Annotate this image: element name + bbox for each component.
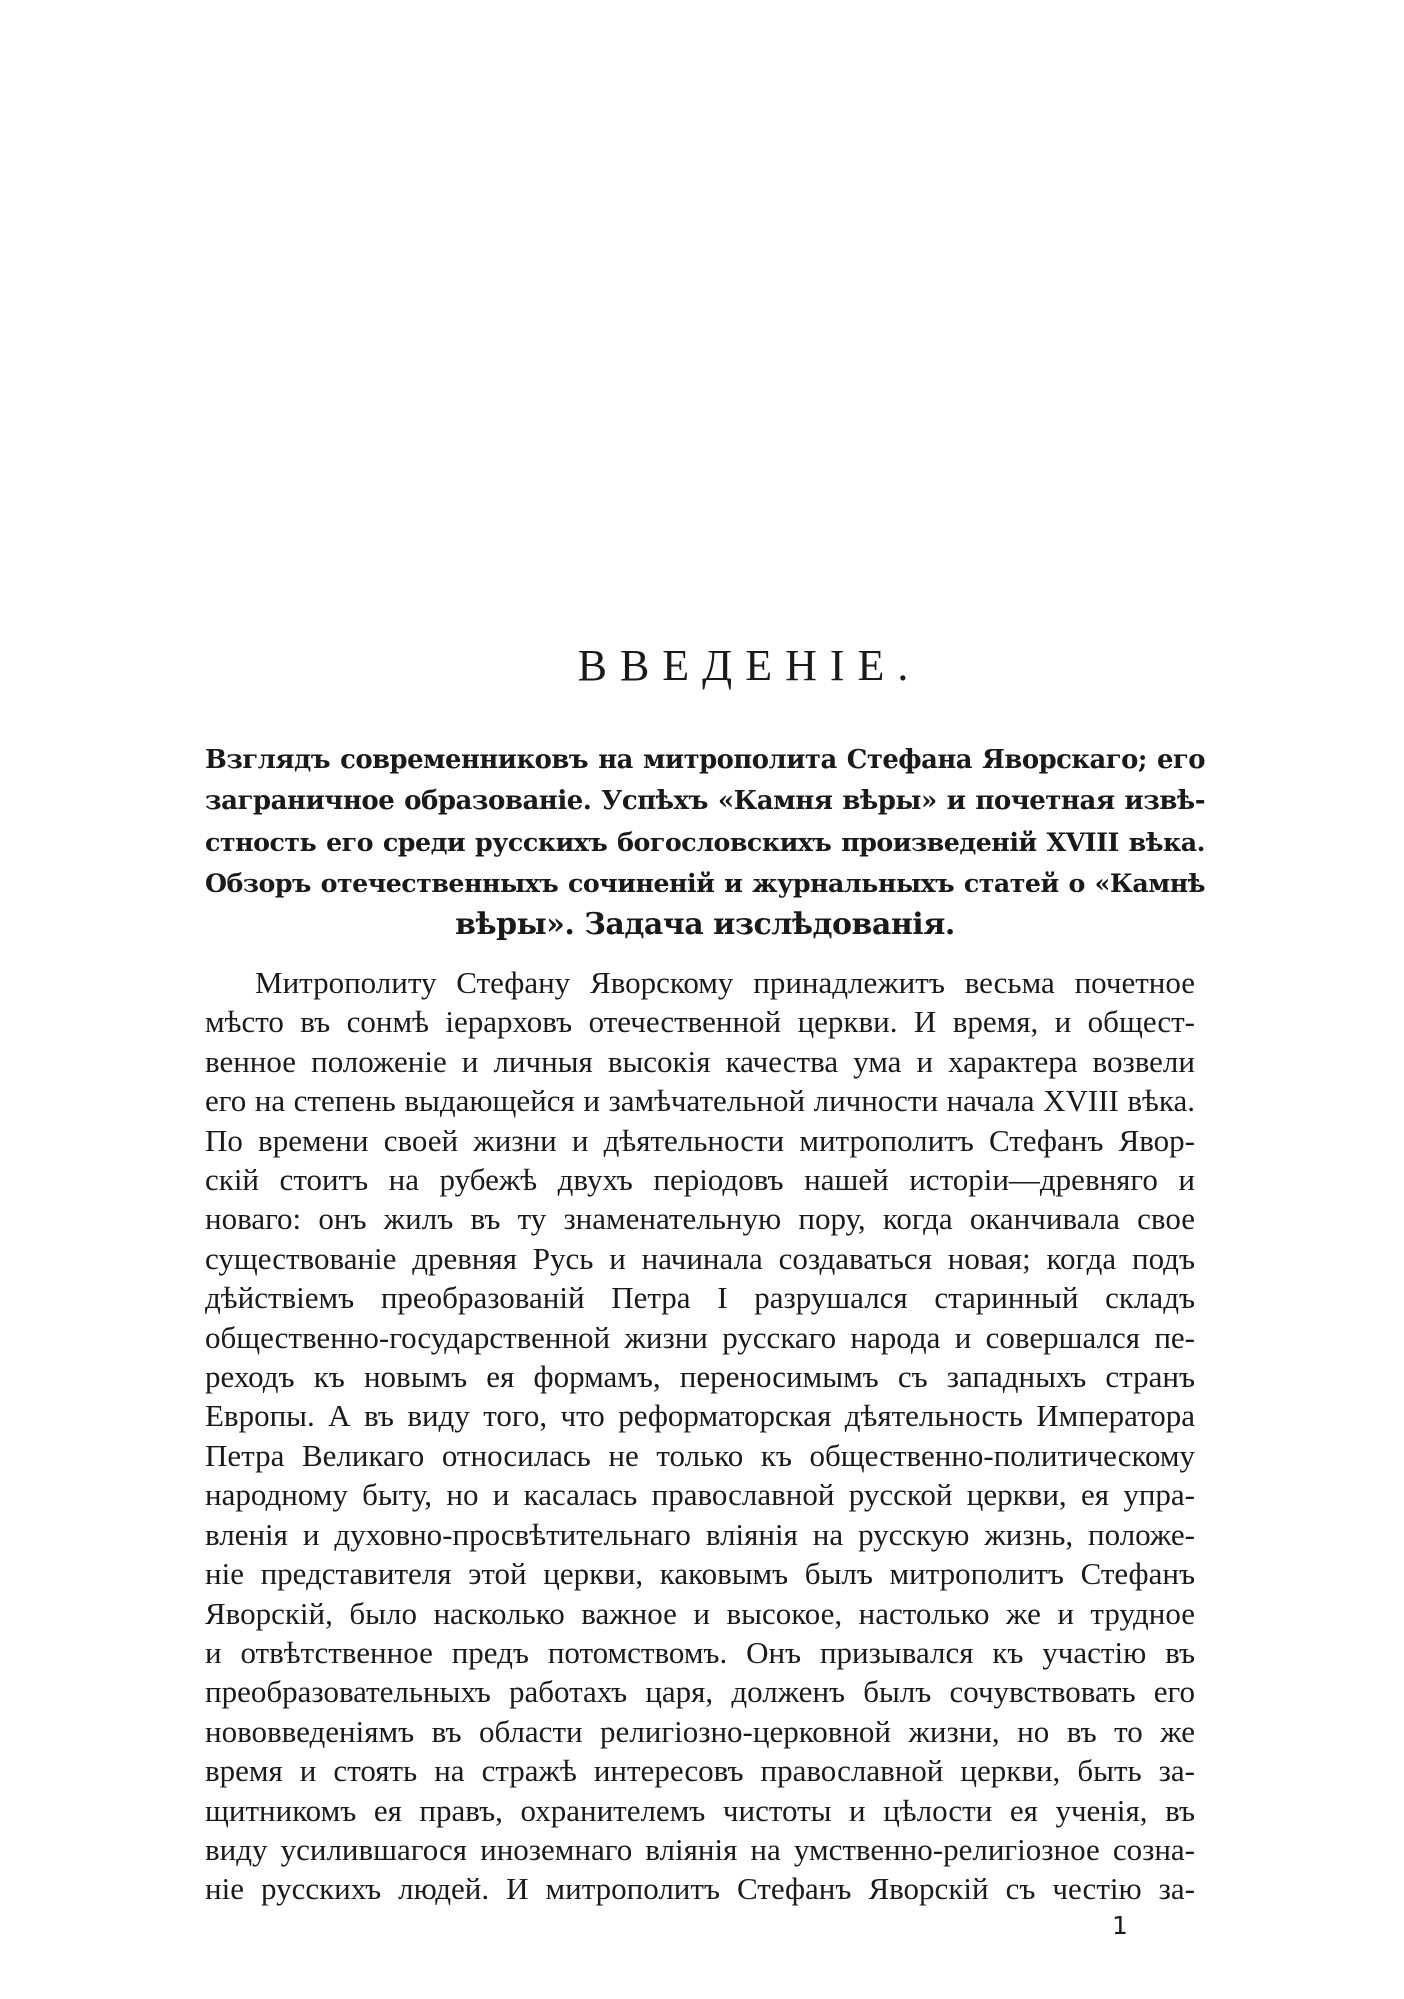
summary-line: вѣры». Задача изслѣдованія. xyxy=(455,907,955,942)
summary-line: Обзоръ отечественныхъ сочиненій и журнальныхъ статей о «Камнѣ xyxy=(205,868,1205,898)
body-line: Европы. А въ виду того, что реформаторская дѣятельность Императора xyxy=(205,1398,1195,1434)
body-line: нововведеніямъ въ области религіозно-церковной жизни, но въ то же xyxy=(205,1713,1195,1749)
body-line: преобразовательныхъ работахъ царя, долженъ былъ сочувствовать его xyxy=(205,1674,1195,1710)
chapter-summary xyxy=(205,740,1205,945)
body-line: виду усилившагося иноземнаго вліянія на умственно-религіозное созна- xyxy=(205,1831,1195,1867)
body-line: Митрополиту Стефану Яворскому принадлежитъ весьма почетное xyxy=(255,965,1195,1000)
body-line: существованіе древняя Русь и начинала создаваться новая; когда подъ xyxy=(205,1240,1195,1276)
body-line: мѣсто въ сонмѣ іерарховъ отечественной церкви. И время, и общест- xyxy=(205,1004,1195,1040)
body-line: Яворскій, было насколько важное и высокое, настолько же и трудное xyxy=(205,1595,1195,1631)
body-line: новаго: онъ жилъ въ ту знаменательную пору, когда оканчивала свое xyxy=(205,1201,1195,1237)
body-line: ніе представителя этой церкви, каковымъ былъ митрополитъ Стефанъ xyxy=(205,1556,1195,1592)
body-line: реходъ къ новымъ ея формамъ, переносимымъ съ западныхъ странъ xyxy=(205,1359,1195,1395)
body-line: щитникомъ ея правъ, охранителемъ чистоты и цѣлости ея ученія, въ xyxy=(205,1792,1195,1828)
body-line: его на степень выдающейся и замѣчательной личности начала XVIII вѣка. xyxy=(205,1083,1195,1119)
body-line: народному быту, но и касалась православной русской церкви, ея упра- xyxy=(205,1477,1195,1513)
page-number: 1 xyxy=(1112,1911,1128,1940)
body-line: Петра Великаго относилась не только къ общественно-политическому xyxy=(205,1437,1195,1473)
summary-line: стность его среди русскихъ богословскихъ произведеній XVIII вѣка. xyxy=(205,827,1205,857)
body-line: венное положеніе и личныя высокія качества ума и характера возвели xyxy=(205,1043,1195,1079)
body-text xyxy=(205,963,1195,1909)
body-line: По времени своей жизни и дѣятельности митрополитъ Стефанъ Явор- xyxy=(205,1122,1195,1158)
chapter-title: ВВЕДЕНІЕ. xyxy=(577,641,922,690)
summary-line: Взглядъ современниковъ на митрополита Стефана Яворскаго; его xyxy=(205,745,1205,775)
summary-line: заграничное образованіе. Успѣхъ «Камня вѣры» и почетная извѣ- xyxy=(205,786,1205,816)
body-line: скій стоитъ на рубежѣ двухъ періодовъ нашей исторіи—древняго и xyxy=(205,1162,1195,1198)
body-line: ніе русскихъ людей. И митрополитъ Стефанъ Яворскій съ честію за- xyxy=(205,1871,1195,1907)
body-line: и отвѣтственное предъ потомствомъ. Онъ призывался къ участію въ xyxy=(205,1634,1195,1670)
body-line: время и стоять на стражѣ интересовъ православной церкви, быть за- xyxy=(205,1753,1195,1789)
body-line: вленія и духовно-просвѣтительнаго вліянія на русскую жизнь, положе- xyxy=(205,1516,1195,1552)
body-line: общественно-государственной жизни русскаго народа и совершался пе- xyxy=(205,1319,1195,1355)
body-line: дѣйствіемъ преобразованій Петра I разрушался старинный складъ xyxy=(205,1280,1195,1316)
